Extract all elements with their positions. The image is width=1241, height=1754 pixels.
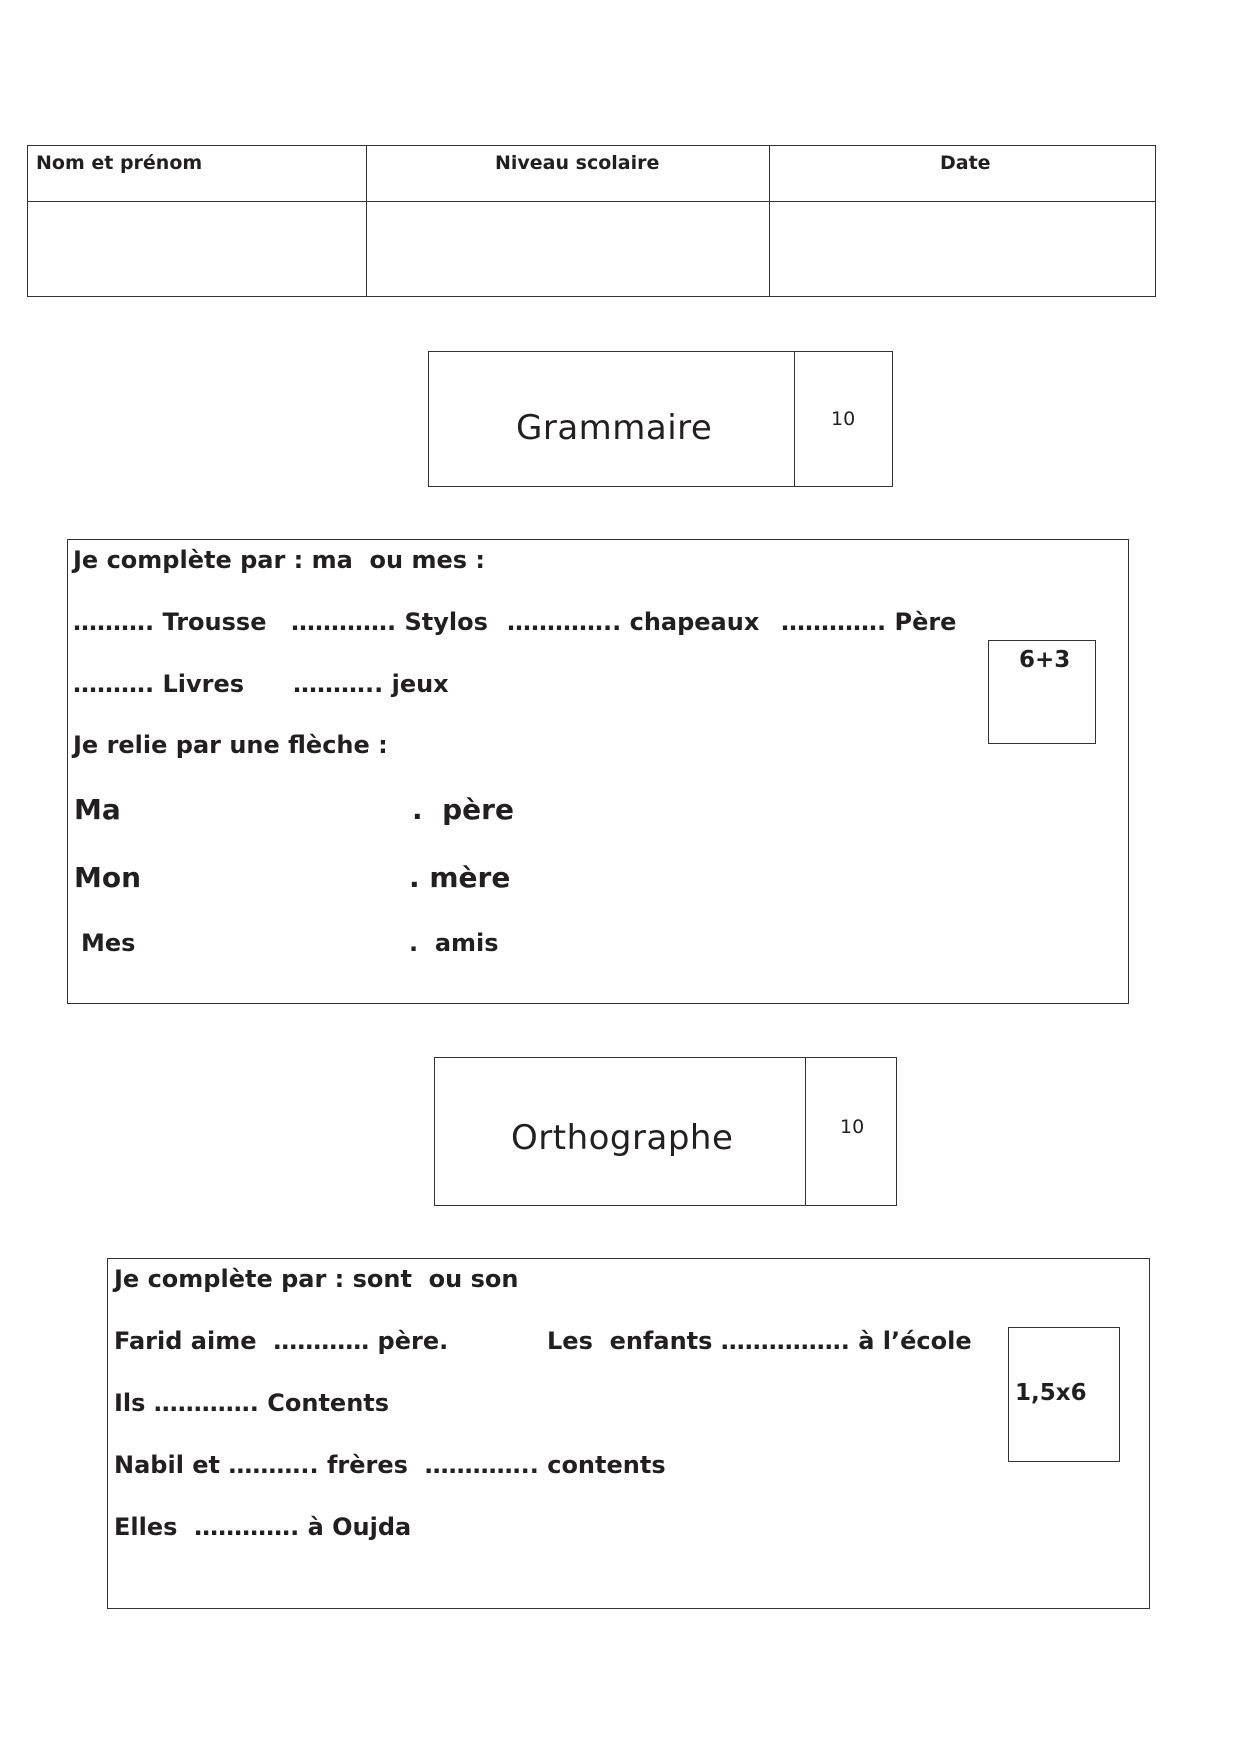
- orthographe-points: 1,5x6: [1015, 1380, 1087, 1406]
- title-divider: [805, 1058, 806, 1205]
- orthographe-score: 10: [840, 1116, 865, 1138]
- grammaire-instruction-1: Je complète par : ma ou mes :: [73, 546, 485, 574]
- grammaire-title: Grammaire: [516, 408, 713, 448]
- grammaire-blank-item: ………….. chapeaux: [507, 608, 760, 636]
- orthographe-title-box: [434, 1057, 897, 1206]
- header-name-label: Nom et prénom: [36, 152, 203, 174]
- grammaire-points: 6+3: [1019, 647, 1071, 673]
- orthographe-blank-item: Elles …………. à Oujda: [114, 1513, 412, 1541]
- orthographe-exercise-box: [107, 1258, 1150, 1609]
- grammaire-exercise-box: [67, 539, 1129, 1004]
- table-column-divider: [366, 146, 367, 296]
- grammaire-blank-item: ………. Livres: [73, 670, 245, 698]
- orthographe-instruction: Je complète par : sont ou son: [114, 1265, 519, 1293]
- header-level-label: Niveau scolaire: [495, 152, 660, 174]
- grammaire-title-box: [428, 351, 893, 487]
- orthographe-points-box: [1008, 1327, 1120, 1462]
- student-info-table: [27, 145, 1156, 297]
- orthographe-blank-item: Farid aime ………… père.: [114, 1327, 449, 1355]
- match-right-word: . père: [412, 793, 514, 826]
- grammaire-instruction-2: Je relie par une flèche :: [73, 731, 388, 759]
- grammaire-blank-item: …………. Stylos: [291, 608, 488, 636]
- grammaire-blank-item: ………. Trousse: [73, 608, 267, 636]
- title-divider: [794, 352, 795, 486]
- orthographe-title: Orthographe: [511, 1118, 734, 1158]
- table-column-divider: [769, 146, 770, 296]
- grammaire-score: 10: [831, 408, 856, 430]
- grammaire-blank-item: ……….. jeux: [293, 670, 449, 698]
- match-left-word: Mes: [81, 929, 136, 957]
- header-date-label: Date: [940, 152, 991, 174]
- orthographe-blank-item: Ils …………. Contents: [114, 1389, 390, 1417]
- match-left-word: Mon: [74, 861, 142, 894]
- grammaire-points-box: [988, 640, 1096, 744]
- match-right-word: . amis: [409, 929, 499, 957]
- orthographe-blank-item: Les enfants ……………. à l’école: [547, 1327, 972, 1355]
- match-left-word: Ma: [74, 793, 121, 826]
- grammaire-blank-item: …………. Père: [781, 608, 957, 636]
- match-right-word: . mère: [409, 861, 511, 894]
- orthographe-blank-item: Nabil et ……….. frères ………….. contents: [114, 1451, 666, 1479]
- table-row-divider: [28, 201, 1155, 202]
